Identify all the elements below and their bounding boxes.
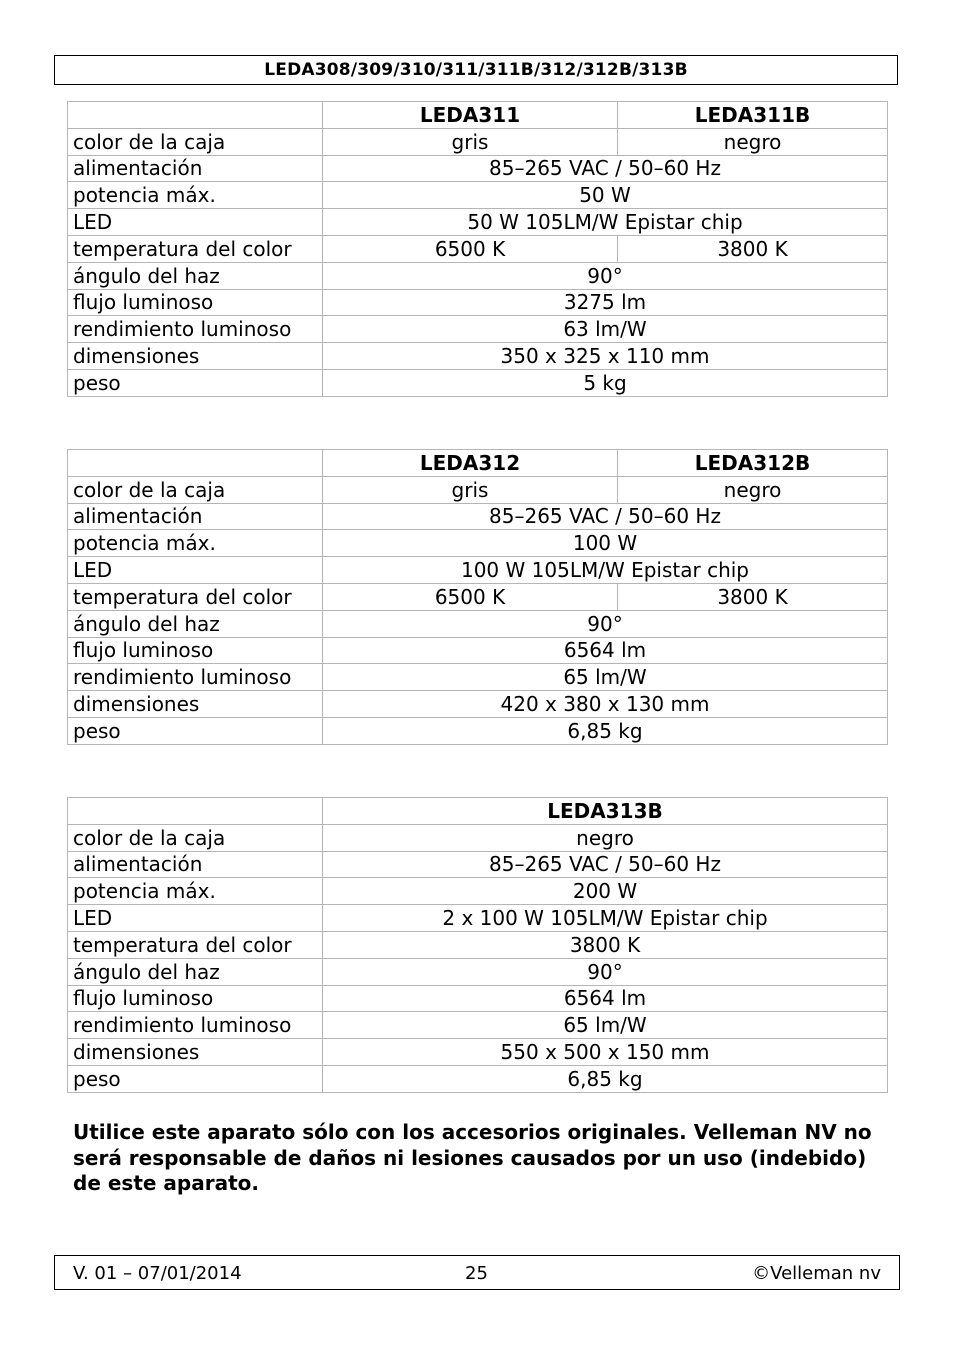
row-value: negro (618, 128, 888, 155)
row-value: 3800 K (323, 931, 888, 958)
row-value: 420 x 380 x 130 mm (323, 691, 888, 718)
table-row (68, 343, 888, 370)
row-value: gris (323, 476, 618, 503)
table-row (68, 637, 888, 664)
table-row (68, 610, 888, 637)
row-label: potencia máx. (68, 878, 323, 905)
row-value: 90° (323, 610, 888, 637)
table-header-row (68, 798, 888, 825)
header-empty-cell (68, 102, 323, 129)
row-value: 50 W 105LM/W Epistar chip (323, 209, 888, 236)
table-header-row (68, 450, 888, 477)
row-value: 90° (323, 262, 888, 289)
spec-table-leda313b (67, 797, 888, 1093)
row-label: color de la caja (68, 824, 323, 851)
row-value: 100 W 105LM/W Epistar chip (323, 557, 888, 584)
table-row (68, 128, 888, 155)
row-value: 6500 K (323, 235, 618, 262)
model-header: LEDA311 (323, 102, 618, 129)
row-value: 85–265 VAC / 50–60 Hz (323, 503, 888, 530)
table-row (68, 717, 888, 744)
row-label: peso (68, 369, 323, 396)
row-value: 6,85 kg (323, 717, 888, 744)
row-label: peso (68, 717, 323, 744)
row-value: 6564 lm (323, 637, 888, 664)
table-row (68, 289, 888, 316)
model-header: LEDA312 (323, 450, 618, 477)
usage-notice: Utilice este aparato sólo con los accesorios originales. Velleman NV no será responsable de daños ni lesiones causados por un uso (indebido) de este aparato. (73, 1120, 872, 1195)
row-value: gris (323, 128, 618, 155)
table-row (68, 985, 888, 1012)
table-row (68, 1065, 888, 1092)
row-label: LED (68, 557, 323, 584)
row-label: potencia máx. (68, 530, 323, 557)
row-value: 100 W (323, 530, 888, 557)
row-label: color de la caja (68, 476, 323, 503)
copyright: ©Velleman nv (752, 1263, 881, 1284)
model-header: LEDA313B (323, 798, 888, 825)
table-row (68, 1039, 888, 1066)
row-value: 6500 K (323, 583, 618, 610)
table-row (68, 530, 888, 557)
row-label: temperatura del color (68, 235, 323, 262)
model-header: LEDA311B (618, 102, 888, 129)
row-value: 200 W (323, 878, 888, 905)
table-row (68, 209, 888, 236)
document-header (54, 55, 898, 85)
row-label: flujo luminoso (68, 637, 323, 664)
row-label: dimensiones (68, 1039, 323, 1066)
row-value: 85–265 VAC / 50–60 Hz (323, 851, 888, 878)
row-value: negro (323, 824, 888, 851)
table-row (68, 824, 888, 851)
row-value: 3275 lm (323, 289, 888, 316)
table-row (68, 691, 888, 718)
table-row (68, 958, 888, 985)
table-row (68, 369, 888, 396)
table-row (68, 1012, 888, 1039)
table-row (68, 182, 888, 209)
row-value: 350 x 325 x 110 mm (323, 343, 888, 370)
row-label: flujo luminoso (68, 985, 323, 1012)
table-row (68, 878, 888, 905)
table-row (68, 905, 888, 932)
table-row (68, 503, 888, 530)
row-label: ángulo del haz (68, 610, 323, 637)
page-number: 25 (465, 1263, 488, 1284)
model-header: LEDA312B (618, 450, 888, 477)
table-row (68, 235, 888, 262)
table-header-row (68, 102, 888, 129)
version-date: V. 01 – 07/01/2014 (73, 1263, 242, 1284)
row-label: dimensiones (68, 343, 323, 370)
row-label: alimentación (68, 503, 323, 530)
row-value: 6564 lm (323, 985, 888, 1012)
header-empty-cell (68, 450, 323, 477)
row-label: rendimiento luminoso (68, 1012, 323, 1039)
row-label: LED (68, 209, 323, 236)
row-label: potencia máx. (68, 182, 323, 209)
table-row (68, 155, 888, 182)
row-value: 5 kg (323, 369, 888, 396)
spec-table-leda312 (67, 449, 888, 745)
row-value: 50 W (323, 182, 888, 209)
header-empty-cell (68, 798, 323, 825)
row-label: ángulo del haz (68, 958, 323, 985)
row-value: 65 lm/W (323, 664, 888, 691)
table-row (68, 664, 888, 691)
row-value: 3800 K (618, 235, 888, 262)
row-label: rendimiento luminoso (68, 664, 323, 691)
table-row (68, 476, 888, 503)
row-label: color de la caja (68, 128, 323, 155)
row-label: temperatura del color (68, 583, 323, 610)
row-value: 85–265 VAC / 50–60 Hz (323, 155, 888, 182)
row-label: LED (68, 905, 323, 932)
table-row (68, 851, 888, 878)
row-value: 2 x 100 W 105LM/W Epistar chip (323, 905, 888, 932)
page-footer (54, 1255, 900, 1290)
table-row (68, 931, 888, 958)
row-label: alimentación (68, 851, 323, 878)
row-label: temperatura del color (68, 931, 323, 958)
row-label: peso (68, 1065, 323, 1092)
row-value: 550 x 500 x 150 mm (323, 1039, 888, 1066)
row-label: ángulo del haz (68, 262, 323, 289)
table-row (68, 583, 888, 610)
row-value: 6,85 kg (323, 1065, 888, 1092)
row-label: dimensiones (68, 691, 323, 718)
row-label: flujo luminoso (68, 289, 323, 316)
row-label: rendimiento luminoso (68, 316, 323, 343)
spec-table-leda311 (67, 101, 888, 397)
row-value: 65 lm/W (323, 1012, 888, 1039)
row-label: alimentación (68, 155, 323, 182)
row-value: 63 lm/W (323, 316, 888, 343)
table-row (68, 262, 888, 289)
model-list-title: LEDA308/309/310/311/311B/312/312B/313B (264, 60, 688, 80)
row-value: negro (618, 476, 888, 503)
table-row (68, 557, 888, 584)
table-row (68, 316, 888, 343)
row-value: 90° (323, 958, 888, 985)
row-value: 3800 K (618, 583, 888, 610)
